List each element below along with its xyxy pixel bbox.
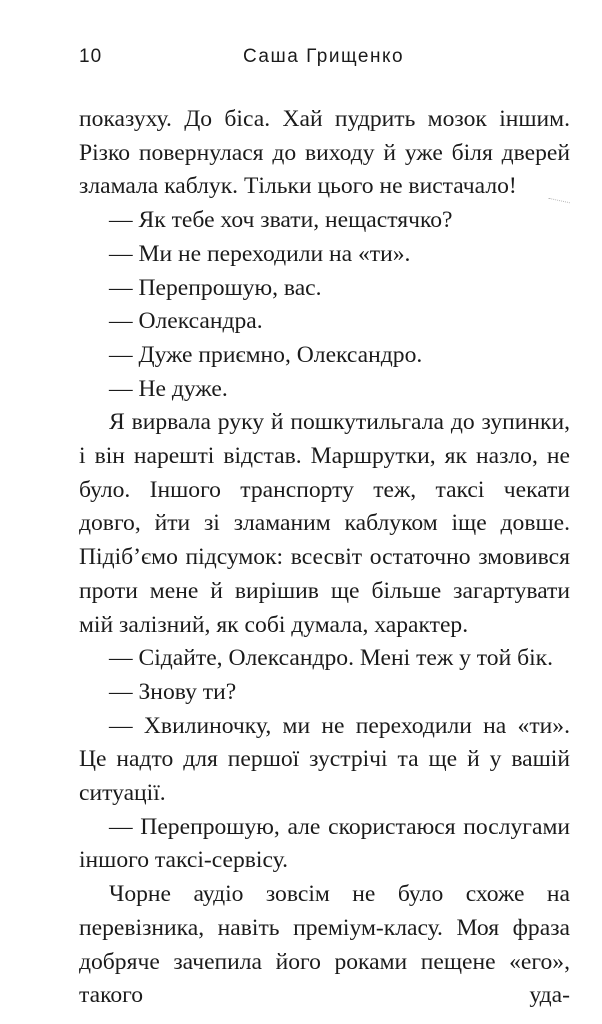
narrative-paragraph: Я вирвала руку й пошкутильгала до зупинки, і він нарешті відстав. Маршрутки, як назло, не було. Іншого транспорту теж, таксі чекати довго, йти зі зламаним каблуком іще довше. Підіб’ємо підсумок: всесвіт остаточно змовився проти мене й вирішив ще більше загартувати мій залізний, як собі думала, характер. [79,409,570,638]
dialogue-line: — Перепрошую, вас. [109,274,322,301]
dialogue-line: — Олександра. [109,308,263,335]
dialogue-line: — Сідайте, Олександро. Мені теж у той бік. [109,645,554,672]
dialogue-line: — Знову ти? [109,678,237,705]
paragraph-continuation: показуху. До біса. Хай пудрить мозок іншим. Різко повернулася до виходу й уже біля дверей зламала каблук. Тільки цього не вистачало! [79,106,570,200]
dialogue-line: — Як тебе хоч звати, нещастячко? [109,207,453,234]
narrative-paragraph: Чорне аудіо зовсім не було схоже на перевізника, навіть преміум-класу. Моя фраза добряче зачепила його роками пещене «его», такого уда- [79,881,570,1009]
page-number: 10 [79,46,103,67]
running-title: Саша Грищенко [243,46,405,67]
dialogue-line: — Хвилиночку, ми не переходили на «ти». Це надто для першої зустрічі та ще й у вашій ситуації. [79,712,570,807]
dialogue-line: — Дуже приємно, Олександро. [109,341,423,368]
page-header [79,44,570,74]
dialogue-line: — Перепрошую, але скористаюся послугами іншого таксі-сервісу. [79,813,570,874]
dialogue-line: — Не дуже. [109,375,228,402]
body-text [79,103,570,1013]
dialogue-line: — Ми не переходили на «ти». [109,240,411,267]
